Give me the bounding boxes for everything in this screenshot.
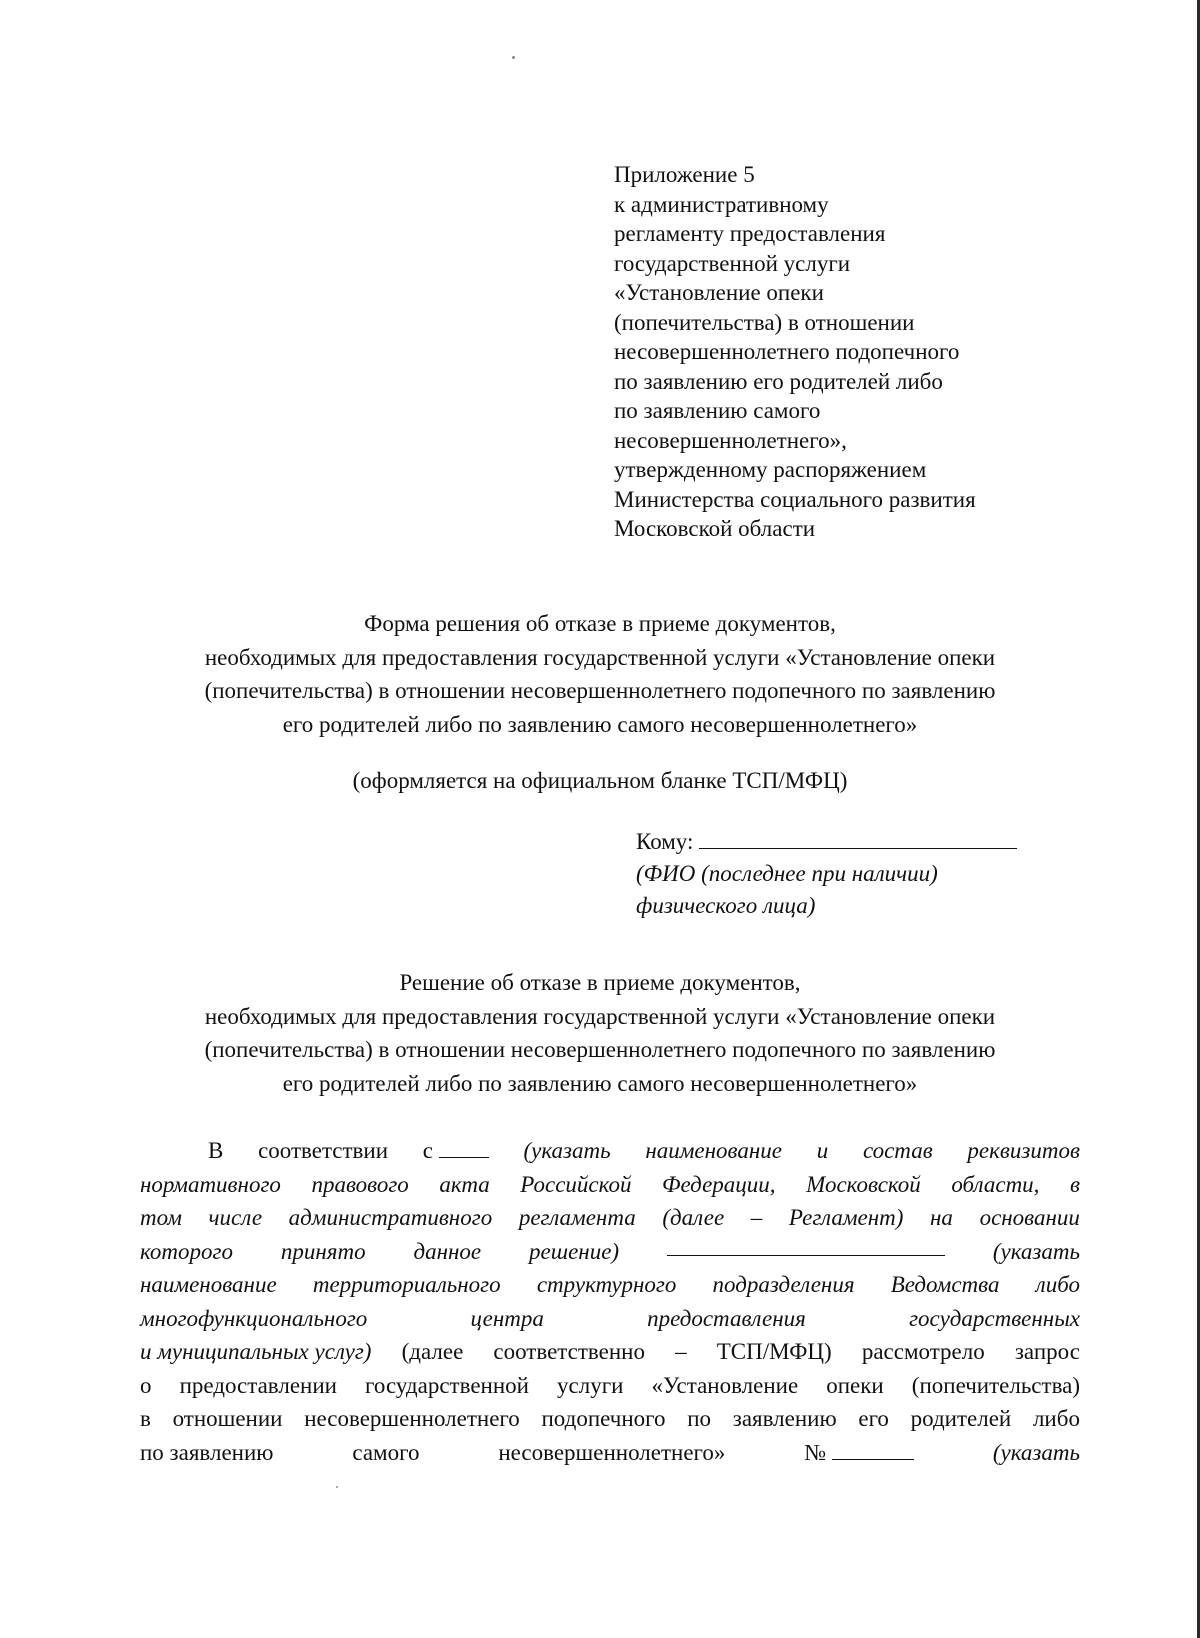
body-word: (указать — [992, 1439, 1080, 1465]
scan-speck — [512, 56, 515, 59]
body-word: в — [1069, 1171, 1080, 1197]
body-word: Российской — [520, 1171, 632, 1197]
regulation-field[interactable] — [439, 1137, 489, 1158]
decision-title-line: необходимых для предоставления государственной услуги «Установление опеки — [204, 1003, 996, 1029]
appendix-line: государственной услуги — [614, 250, 851, 276]
decision-title-line: его родителей либо по заявлению самого несовершеннолетнего» — [282, 1070, 918, 1096]
body-word: (далее — [662, 1205, 725, 1230]
body-word: соответственно — [493, 1339, 645, 1364]
body-word: (попечительства) — [911, 1372, 1080, 1398]
recipient-block — [636, 826, 1017, 922]
body-word: Ведомства — [890, 1272, 1000, 1297]
recipient-hint-line: физического лица) — [636, 893, 816, 918]
body-word: наименование — [645, 1138, 782, 1163]
recipient-hint-line: (ФИО (последнее при наличии) — [636, 861, 938, 886]
body-word: принято — [280, 1238, 366, 1264]
body-word: регламента — [518, 1205, 636, 1230]
body-word: несовершеннолетнего — [304, 1406, 520, 1431]
body-word: центра — [470, 1305, 544, 1331]
department-name-field[interactable] — [667, 1235, 945, 1256]
body-word: услуги — [557, 1372, 624, 1398]
body-word: (далее — [401, 1339, 464, 1364]
appendix-line: Приложение 5 — [614, 162, 755, 187]
body-line-3 — [140, 1201, 1080, 1235]
body-word: по заявлению — [140, 1439, 274, 1465]
body-word: числе — [208, 1205, 263, 1230]
body-word: которого — [140, 1238, 233, 1264]
body-word: и — [816, 1138, 829, 1163]
body-word: административного — [288, 1205, 493, 1230]
form-title-line: Форма решения об отказе в приеме документов, — [364, 611, 836, 636]
body-word: родителей — [910, 1406, 1012, 1431]
body-word: структурного — [536, 1272, 677, 1297]
body-word: отношении — [172, 1406, 283, 1431]
decision-title — [120, 966, 1080, 1100]
appendix-header — [614, 160, 976, 544]
body-line-5 — [140, 1268, 1080, 1302]
body-word: В — [208, 1138, 224, 1163]
body-word: Регламент) — [788, 1205, 904, 1230]
body-word: несовершеннолетнего» — [498, 1439, 726, 1465]
body-word: правового — [311, 1171, 409, 1197]
body-word: на — [930, 1205, 953, 1230]
body-word: акта — [439, 1171, 490, 1197]
body-line-2 — [140, 1168, 1080, 1202]
body-word: территориального — [312, 1272, 501, 1297]
body-line-4 — [140, 1235, 1080, 1269]
form-title-line: необходимых для предоставления государственной услуги «Установление опеки — [204, 644, 996, 670]
body-word: ТСП/МФЦ) — [716, 1339, 832, 1364]
form-title-line: его родителей либо по заявлению самого несовершеннолетнего» — [282, 711, 918, 737]
body-word: «Установление — [651, 1372, 799, 1398]
body-word: о — [140, 1372, 152, 1398]
body-word: решение) — [529, 1238, 620, 1264]
body-word: заявлению — [732, 1406, 837, 1431]
body-word: предоставления — [647, 1305, 806, 1331]
body-word: многофункционального — [140, 1305, 368, 1331]
form-title — [120, 607, 1080, 741]
body-word: в — [140, 1406, 151, 1431]
body-line-9 — [140, 1402, 1080, 1436]
recipient-row — [636, 826, 1017, 858]
appendix-line: к административному — [614, 191, 829, 217]
body-word: состав — [862, 1138, 933, 1163]
body-word: государственной — [365, 1372, 529, 1398]
body-word: Федерации, — [662, 1171, 776, 1197]
request-number-field[interactable] — [832, 1439, 914, 1460]
body-word: запрос — [1014, 1339, 1080, 1364]
body-word: Московской — [806, 1171, 921, 1197]
body-paragraph — [140, 1134, 1080, 1469]
appendix-line: утвержденному распоряжением — [614, 457, 927, 482]
body-word: государственных — [909, 1305, 1080, 1331]
scan-speck — [336, 1486, 338, 1488]
appendix-line: по заявлению его родителей либо — [614, 368, 943, 394]
appendix-line: Московской области — [614, 516, 816, 541]
body-word: основании — [979, 1205, 1080, 1230]
blank-note-text: (оформляется на официальном бланке ТСП/МФЦ) — [352, 768, 848, 793]
body-line-1 — [140, 1134, 1080, 1168]
body-line-8 — [140, 1369, 1080, 1403]
body-word: самого — [352, 1439, 420, 1465]
body-word: и муниципальных услуг) — [140, 1339, 372, 1364]
body-word: данное — [413, 1238, 482, 1264]
body-word: предоставлении — [179, 1372, 337, 1398]
body-word-with-blank — [423, 1134, 489, 1168]
body-line-7 — [140, 1335, 1080, 1369]
appendix-line: (попечительства) в отношении — [614, 309, 915, 335]
appendix-line: несовершеннолетнего», — [614, 427, 847, 453]
body-word: его — [858, 1406, 889, 1431]
body-line-10 — [140, 1436, 1080, 1470]
appendix-line: несовершеннолетнего подопечного — [614, 339, 960, 364]
body-word: рассмотрело — [861, 1339, 985, 1364]
blank-note — [120, 764, 1080, 798]
body-word: либо — [1032, 1406, 1080, 1431]
body-word: с — [422, 1138, 433, 1163]
body-word: – — [750, 1205, 763, 1230]
appendix-line: по заявлению самого — [614, 398, 821, 423]
appendix-line: регламенту предоставления — [614, 221, 886, 246]
body-word: подопечного — [541, 1406, 666, 1431]
body-word: по — [687, 1406, 712, 1431]
appendix-line: Министерства социального развития — [614, 486, 976, 512]
body-word: реквизитов — [967, 1138, 1080, 1163]
request-number-group — [804, 1436, 914, 1470]
form-title-line: (попечительства) в отношении несовершеннолетнего подопечного по заявлению — [204, 678, 996, 703]
recipient-name-field[interactable] — [699, 828, 1017, 849]
body-word: либо — [1035, 1272, 1080, 1297]
body-word: соответствии — [258, 1138, 389, 1163]
body-word: области, — [951, 1171, 1040, 1197]
body-line-6 — [140, 1302, 1080, 1336]
number-sign: № — [804, 1439, 827, 1465]
decision-title-line: (попечительства) в отношении несовершеннолетнего подопечного по заявлению — [204, 1037, 996, 1062]
appendix-line: «Установление опеки — [614, 280, 824, 305]
recipient-label: Кому: — [636, 829, 694, 854]
body-word: опеки — [826, 1372, 884, 1398]
body-word: – — [675, 1339, 687, 1364]
body-word: подразделения — [712, 1272, 855, 1297]
body-word: (указать — [992, 1238, 1080, 1264]
body-word: (указать — [523, 1138, 611, 1163]
body-word: нормативного — [140, 1171, 281, 1197]
body-word: наименование — [140, 1272, 277, 1297]
body-word: том — [140, 1205, 182, 1230]
decision-title-line: Решение об отказе в приеме документов, — [399, 970, 801, 995]
